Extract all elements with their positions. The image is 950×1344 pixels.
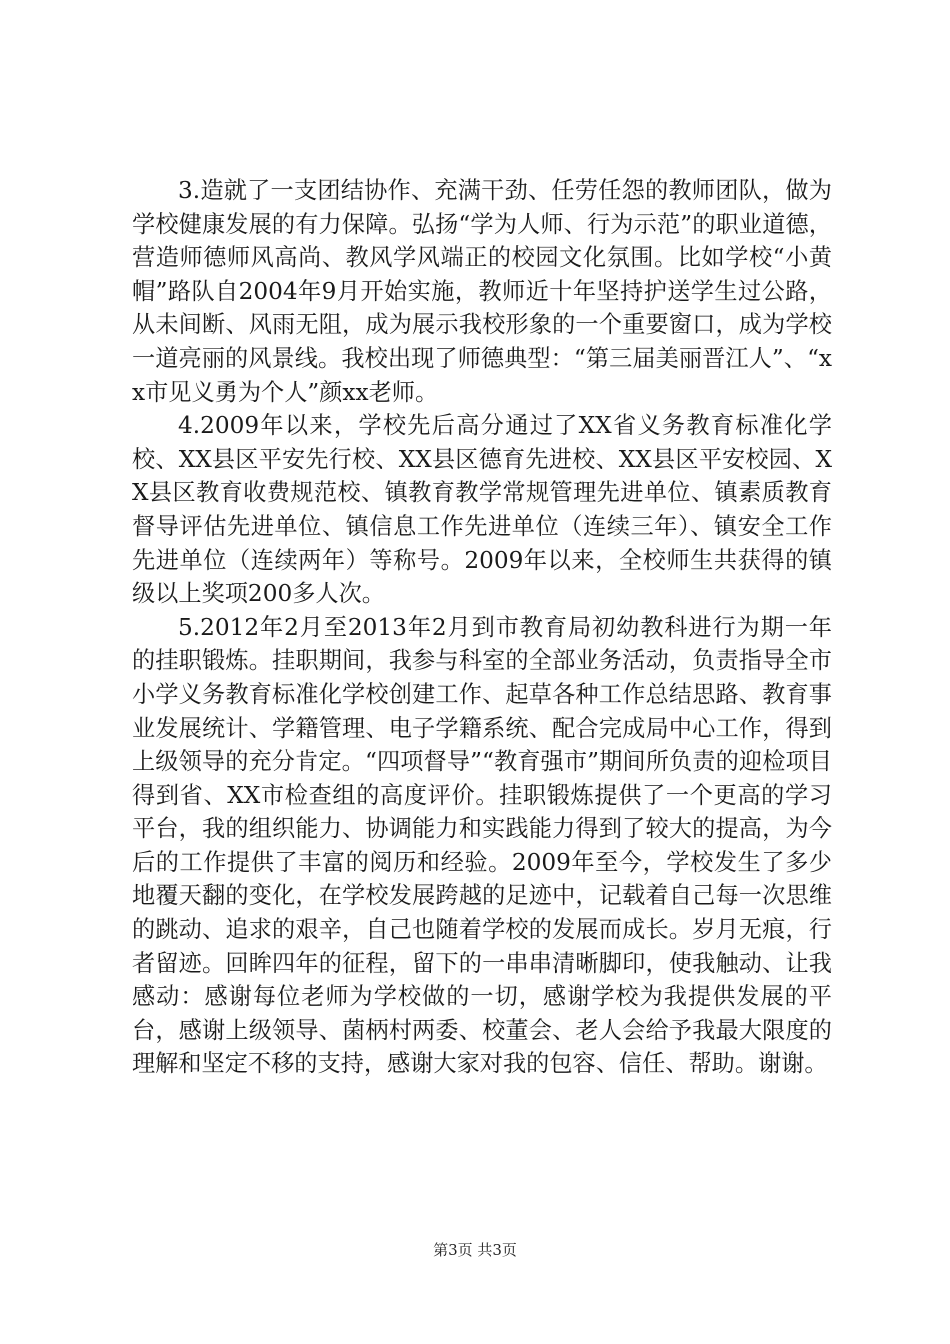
paragraph-secondment: 5.2012年2月至2013年2月到市教育局初幼教科进行为期一年的挂职锻炼。挂职期间，我参与科室的全部业务活动，负责指导全市小学义务教育标准化学校创建工作、起草各种工作总结思路、教育事业发展统计、学籍管理、电子学籍系统、配合完成局中心工作，得到上级领导的充分肯定。“四项督导”“教育强市”期间所负责的迎检项目得到省、XX市检查组的高度评价。挂职锻炼提供了一个更高的学习平台，我的组织能力、协调能力和实践能力得到了较大的提高，为今后的工作提供了丰富的阅历和经验。2009年至今，学校发生了多少地覆天翻的变化，在学校发展跨越的足迹中，记载着自己每一次思维的跳动、追求的艰辛，自己也随着学校的发展而成长。岁月无痕，行者留迹。回眸四年的征程，留下的一串串清晰脚印，使我触动、让我感动：感谢每位老师为学校做的一切，感谢学校为我提供发展的平台，感谢上级领导、菌柄村两委、校董会、老人会给予我最大限度的理解和坚定不移的支持，感谢大家对我的包容、信任、帮助。谢谢。 <box>132 613 832 1078</box>
page-number-footer: 第3页 共3页 <box>433 1241 517 1259</box>
paragraph-honors: 4.2009年以来，学校先后高分通过了XX省义务教育标准化学校、XX县区平安先行校、XX县区德育先进校、XX县区平安校园、XX县区教育收费规范校、镇教育教学常规管理先进单位、镇素质教育督导评估先进单位、镇信息工作先进单位（连续三年）、镇安全工作先进单位（连续两年）等称号。2009年以来，全校师生共获得的镇级以上奖项200多人次。 <box>132 412 832 608</box>
document-body <box>132 174 832 1081</box>
paragraph-team: 3.造就了一支团结协作、充满干劲、任劳任怨的教师团队，做为学校健康发展的有力保障。弘扬“学为人师、行为示范”的职业道德，营造师德师风高尚、教风学风端正的校园文化氛围。比如学校“小黄帽”路队自2004年9月开始实施，教师近十年坚持护送学生过公路，从未间断、风雨无阻，成为展示我校形象的一个重要窗口，成为学校一道亮丽的风景线。我校出现了师德典型：“第三届美丽晋江人”、“xx市见义勇为个人”颜xx老师。 <box>132 177 832 406</box>
